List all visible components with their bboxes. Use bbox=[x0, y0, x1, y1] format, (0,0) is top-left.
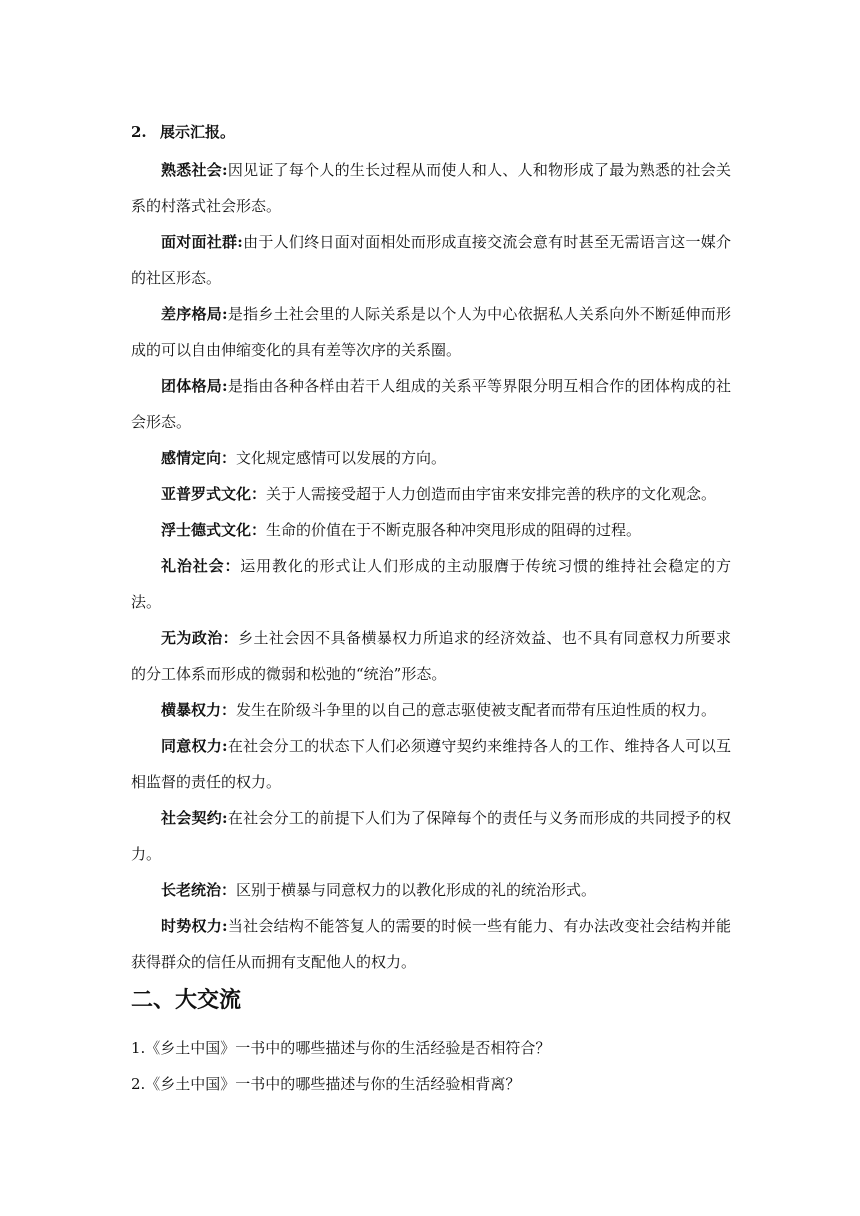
term-separator: : bbox=[222, 377, 228, 395]
item-number: 2. bbox=[131, 123, 147, 141]
term-paragraph bbox=[131, 800, 731, 872]
term-definition: 是指由各种各样由若干人组成的关系平等界限分明互相合作的团体构成的社会形态。 bbox=[131, 377, 731, 431]
term-label: 团体格局 bbox=[161, 377, 223, 395]
term-label: 横暴权力 bbox=[161, 701, 222, 719]
term-paragraph bbox=[131, 296, 731, 368]
term-label: 同意权力 bbox=[161, 737, 223, 755]
term-separator: ： bbox=[222, 629, 239, 647]
item-heading bbox=[131, 118, 731, 146]
term-separator: ： bbox=[221, 881, 237, 899]
term-label: 无为政治 bbox=[161, 629, 223, 647]
term-label: 感情定向 bbox=[161, 449, 222, 467]
term-paragraph bbox=[131, 440, 731, 476]
term-paragraph bbox=[131, 692, 731, 728]
term-definition: 由于人们终日面对面相处而形成直接交流会意有时甚至无需语言这一媒介的社区形态。 bbox=[131, 233, 731, 287]
term-separator: ： bbox=[221, 701, 237, 719]
term-label: 亚普罗式文化 bbox=[161, 485, 252, 503]
term-separator: : bbox=[222, 161, 228, 179]
term-paragraph bbox=[131, 548, 731, 620]
term-separator: : bbox=[222, 737, 228, 755]
term-separator: : bbox=[222, 917, 228, 935]
term-definition: 因见证了每个人的生长过程从而使人和人、人和物形成了最为熟悉的社会关系的村落式社会形态。 bbox=[131, 161, 731, 215]
term-definitions bbox=[131, 152, 731, 980]
question-list bbox=[131, 1030, 731, 1102]
term-label: 时势权力 bbox=[161, 917, 223, 935]
term-paragraph bbox=[131, 620, 731, 692]
term-label: 面对面社群 bbox=[161, 233, 238, 251]
term-label: 礼治社会 bbox=[161, 557, 225, 575]
term-separator: : bbox=[222, 305, 228, 323]
term-paragraph bbox=[131, 476, 731, 512]
term-separator: ： bbox=[224, 557, 241, 575]
question-item: 2.《乡土中国》一书中的哪些描述与你的生活经验相背离？ bbox=[131, 1075, 521, 1093]
term-separator: ： bbox=[251, 485, 267, 503]
term-definition: 在社会分工的状态下人们必须遵守契约来维持各人的工作、维持各人可以互相监督的责任的权力。 bbox=[131, 737, 731, 791]
term-separator: : bbox=[237, 233, 243, 251]
term-definition: 关于人需接受超于人力创造而由宇宙来安排完善的秩序的文化观念。 bbox=[266, 485, 717, 503]
term-definition: 区别于横暴与同意权力的以教化形成的礼的统治形式。 bbox=[236, 881, 597, 899]
term-paragraph bbox=[131, 872, 731, 908]
term-definition: 是指乡土社会里的人际关系是以个人为中心依据私人关系向外不断延伸而形成的可以自由伸缩变化的具有差等次序的关系圈。 bbox=[131, 305, 731, 359]
term-definition: 生命的价值在于不断克服各种冲突甩形成的阻碍的过程。 bbox=[266, 521, 642, 539]
term-paragraph bbox=[131, 152, 731, 224]
term-separator: : bbox=[222, 809, 228, 827]
term-definition: 乡土社会因不具备横暴权力所追求的经济效益、也不具有同意权力所要求的分工体系而形成的微弱和松弛的“统治”形态。 bbox=[131, 629, 731, 683]
term-definition: 运用教化的形式让人们形成的主动服膺于传统习惯的维持社会稳定的方法。 bbox=[131, 557, 731, 611]
term-paragraph bbox=[131, 512, 731, 548]
term-paragraph bbox=[131, 728, 731, 800]
term-paragraph bbox=[131, 224, 731, 296]
term-definition: 文化规定感情可以发展的方向。 bbox=[236, 449, 447, 467]
term-label: 熟悉社会 bbox=[161, 161, 223, 179]
term-definition: 发生在阶级斗争里的以自己的意志驱使被支配者而带有压迫性质的权力。 bbox=[236, 701, 717, 719]
term-definition: 在社会分工的前提下人们为了保障每个的责任与义务而形成的共同授予的权力。 bbox=[131, 809, 731, 863]
term-definition: 当社会结构不能答复人的需要的时候一些有能力、有办法改变社会结构并能获得群众的信任从而拥有支配他人的权力。 bbox=[131, 917, 731, 971]
section-heading: 二、大交流 bbox=[131, 988, 242, 1013]
document-content bbox=[131, 118, 731, 1102]
term-label: 社会契约 bbox=[161, 809, 223, 827]
term-label: 差序格局 bbox=[161, 305, 223, 323]
item-title: 展示汇报。 bbox=[160, 123, 236, 141]
term-separator: ： bbox=[251, 521, 267, 539]
question-item: 1.《乡土中国》一书中的哪些描述与你的生活经验是否相符合？ bbox=[131, 1039, 551, 1057]
term-label: 长老统治 bbox=[161, 881, 222, 899]
term-paragraph bbox=[131, 908, 731, 980]
term-label: 浮士德式文化 bbox=[161, 521, 252, 539]
term-separator: ： bbox=[221, 449, 237, 467]
term-paragraph bbox=[131, 368, 731, 440]
